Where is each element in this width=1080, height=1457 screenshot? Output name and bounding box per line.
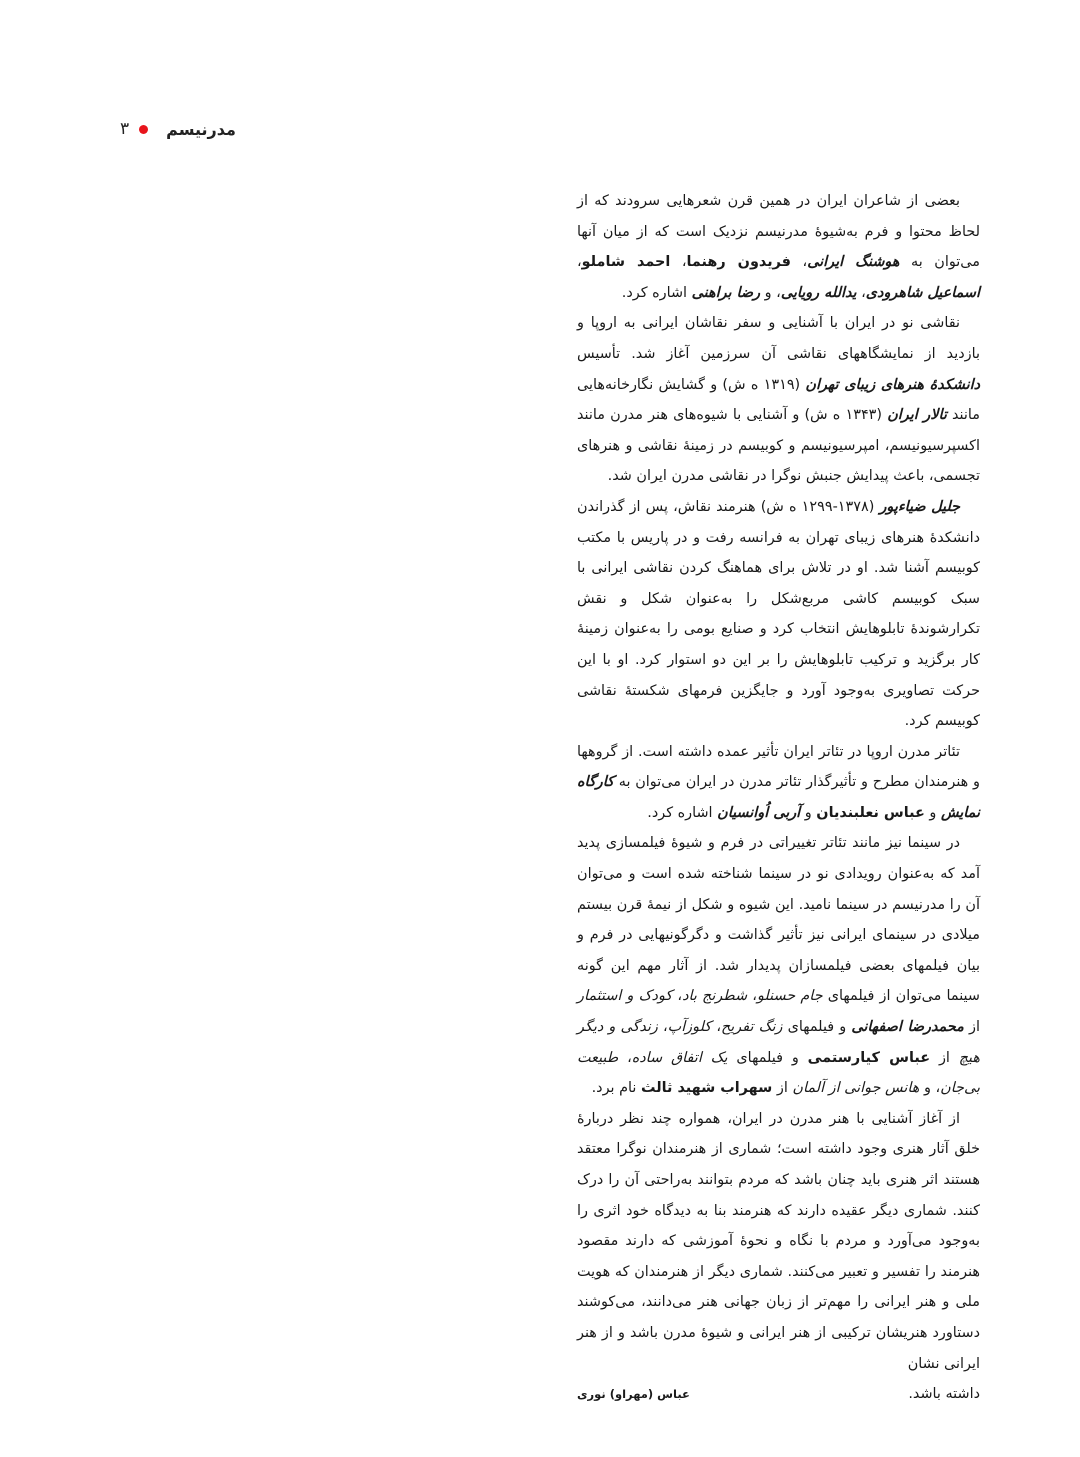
text-run: و فیلمهای <box>727 1049 808 1066</box>
text-run: ، <box>790 254 808 271</box>
bold-name: سهراب شهید ثالث <box>640 1080 773 1097</box>
text-run: ، <box>657 1019 668 1036</box>
text-run: از <box>930 1049 959 1066</box>
bold-italic-name: رضا براهنی <box>691 284 761 301</box>
running-title: مدرنیسم <box>166 119 236 139</box>
closing-text: داشته باشد. <box>908 1386 980 1403</box>
bold-italic-name: یدالله رویایی <box>780 284 857 301</box>
text-run: ، <box>672 988 683 1005</box>
bold-italic-name: کارگاه نمایش <box>577 774 980 821</box>
italic-title: جام حسنلو <box>756 988 823 1005</box>
italic-title: زنگ تفریح <box>720 1019 783 1036</box>
bold-italic-name: آربی اُوانسیان <box>717 804 801 821</box>
text-run: در سینما نیز مانند تئاتر تغییراتی در فرم و شیوهٔ فیلمسازی پدید آمد که به‌عنوان رویدادی نو در سینما شناخته شده است و می‌توان آن را مدرنیسم در سینما نامید. این شیوه و شکل از نیمهٔ قرن بیستم میلادی در سینمای ایرانی نیز تأثیر گذاشت و دگرگونیهایی در فرم و بیان فیلمهای بعضی فیلمسازان پدیدار شد. از آثار مهم این گونه سینما می‌توان از فیلمهای <box>577 835 980 1005</box>
article-body <box>577 186 980 1410</box>
bold-italic-name: اسماعیل شاهرودی <box>865 284 980 301</box>
text-run: اشاره کرد. <box>647 804 718 821</box>
text-run: ، <box>856 284 866 301</box>
text-run: تئاتر مدرن اروپا در تئاتر ایران تأثیر عمده داشته است. از گروهها و هنرمندان مطرح و تأثیرگذار تئاتر مدرن در ایران می‌توان به <box>577 743 980 791</box>
italic-title: زندگی و دیگر هیچ <box>577 1019 980 1066</box>
text-run: ، و <box>760 284 781 301</box>
italic-title: کلوزآپ <box>667 1019 712 1036</box>
text-run: از <box>963 1019 980 1036</box>
text-run: ، <box>711 1019 721 1036</box>
bold-italic-name: جلیل ضیاءپور <box>879 498 960 515</box>
page-number: ۳ <box>120 119 130 139</box>
paragraph <box>577 308 980 492</box>
bold-italic-name: تالار ایران <box>887 407 947 424</box>
text-run: اشاره کرد. <box>621 284 692 301</box>
text-run: نقاشی نو در ایران با آشنایی و سفر نقاشان ایرانی به اروپا و بازدید از نمایشگاههای نقاشی آن سرزمین آغاز شد. تأسیس <box>577 315 980 362</box>
paragraph <box>577 828 980 1103</box>
closing-line <box>577 1379 980 1410</box>
author-signature: عباس (مهراو) نوری <box>577 1387 690 1402</box>
text-run: و <box>924 804 941 821</box>
bold-name: عباس کیارستمی <box>807 1049 931 1066</box>
italic-title: شطرنج باد <box>682 988 748 1005</box>
bold-name: فریدون رهنما <box>686 254 791 271</box>
text-run: از آغاز آشنایی با هنر مدرن در ایران، همواره چند نظر دربارهٔ خلق آثار هنری وجود داشته است؛ شماری از هنرمندان نوگرا معتقد هستند اثر هنری باید چنان باشد که مردم بتوانند به‌راحتی آن را درک کنند. شماری دیگر عقیده دارند که هنرمند بنا به دیدگاه خود اثری را به‌وجود می‌آورد و مردم با نگاه و نحوهٔ آموزشی که دارند مقصود هنرمند را تفسیر و تعبیر می‌کنند. شماری دیگر از هنرمندان که هویت ملی و هنر ایرانی را مهم‌تر از زبان جهانی هنر می‌دانند، می‌کوشند دستاورد هنریشان ترکیبی از هنر ایرانی و شیوهٔ مدرن باشد و از هنر ایرانی نشان <box>577 1110 980 1372</box>
bold-name: احمد شاملو <box>581 254 671 271</box>
text-run: ، <box>577 254 582 271</box>
page-header <box>120 114 236 144</box>
text-run: ، <box>747 988 757 1005</box>
text-run: بعضی از شاعران ایران در همین قرن شعرهایی سرودند که از لحاظ محتوا و فرم به‌شیوهٔ مدرنیسم نزدیک است که از میان آنها می‌توان به <box>577 193 980 271</box>
bold-italic-name: هوشنگ ایرانی <box>807 254 900 271</box>
paragraph <box>577 492 980 737</box>
bold-name: عباس نعلبندیان <box>816 804 925 821</box>
text-run: از <box>772 1080 793 1097</box>
text-run: (۱۳۴۳ ه ش) و آشنایی با شیوه‌های هنر مدرن مانند اکسپرسیونیسم، امپرسیونیسم و کوبیسم در زمینهٔ نقاشی و هنرهای تجسمی، باعث پیدایش جنبش نوگرا در نقاشی مدرن ایران شد. <box>577 407 980 485</box>
paragraph <box>577 1104 980 1379</box>
italic-title: طبیعت بی‌جان <box>577 1049 980 1097</box>
text-run: (۱۳۱۹ ه ش) و گشایش نگارخانه‌هایی مانند <box>577 376 980 424</box>
paragraph <box>577 186 980 308</box>
italic-title: هانس جوانی از آلمان <box>792 1080 920 1097</box>
bold-italic-name: دانشکدهٔ هنرهای زیبای تهران <box>805 376 980 393</box>
italic-title: کودک و استثمار <box>577 988 673 1005</box>
bold-italic-name: محمدرضا اصفهانی <box>851 1019 964 1036</box>
text-run: ، و <box>919 1080 941 1097</box>
paragraph <box>577 737 980 829</box>
text-run: نام برد. <box>591 1080 641 1097</box>
italic-title: یک اتفاق ساده <box>631 1049 728 1066</box>
text-run: ، <box>618 1049 632 1066</box>
text-run: (۱۳۷۸-۱۲۹۹ ه ش) هنرمند نقاش، پس از گذراندن دانشکدهٔ هنرهای زیبای تهران به فرانسه رفت و در پاریس با مکتب کوبیسم آشنا شد. او در تلاش برای هماهنگ کردن نقاشی ایرانی با سبک کوبیسم کاشی مربع‌شکل را به‌عنوان شکل و نقش تکرارشوندهٔ تابلوهایش انتخاب کرد و صنایع بومی را به‌عنوان زمینهٔ کار برگزید و ترکیب تابلوهایش را بر این دو استوار کرد. او با این حرکت تصاویری به‌وجود آورد و جایگزین فرمهای شکستهٔ نقاشی کوبیسم کرد. <box>577 498 980 730</box>
text-run: ، <box>670 254 687 271</box>
text-run: و <box>800 804 817 821</box>
text-run: و فیلمهای <box>782 1019 852 1036</box>
red-dot-icon <box>139 125 148 134</box>
